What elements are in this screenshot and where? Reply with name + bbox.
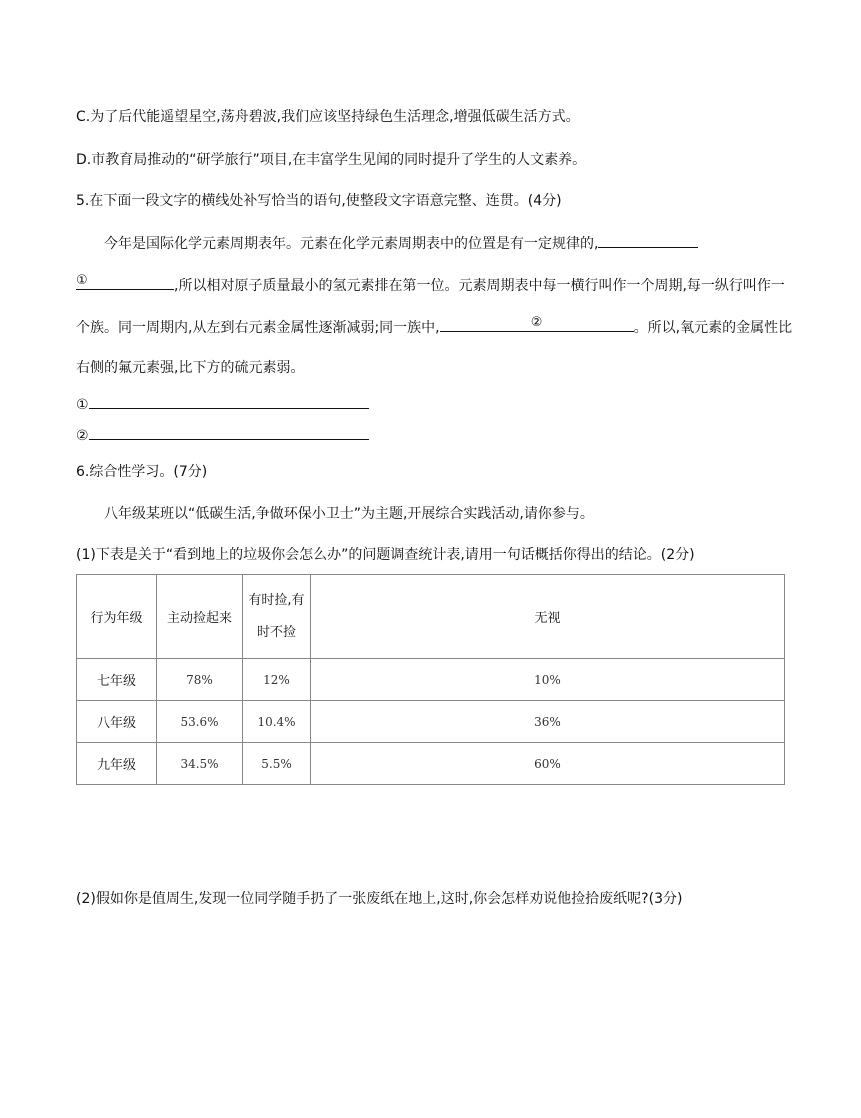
- row-pick: 53.6%: [157, 701, 243, 743]
- header-sometimes-line-1: 有时捡,有: [248, 592, 305, 608]
- blank-2[interactable]: [440, 317, 634, 332]
- blank-1-continued[interactable]: [598, 233, 698, 248]
- answer-1-label: ①: [76, 397, 89, 413]
- row-grade: 七年级: [77, 659, 157, 701]
- q5-paragraph-line-1: [104, 233, 698, 254]
- row-ignore: 10%: [311, 659, 785, 701]
- header-sometimes-line-2: 时不捡: [256, 624, 296, 640]
- q6-sub-question-1: (1)下表是关于“看到地上的垃圾你会怎么办”的问题调查统计表,请用一句话概括你得出的结论。(2分): [76, 547, 695, 563]
- row-sometimes: 12%: [243, 659, 311, 701]
- q6-intro: 八年级某班以“低碳生活,争做环保小卫士”为主题,开展综合实践活动,请你参与。: [104, 506, 594, 522]
- option-d: D.市教育局推动的“研学旅行”项目,在丰富学生见闻的同时提升了学生的人文素养。: [76, 152, 587, 168]
- row-grade: 八年级: [77, 701, 157, 743]
- header-sometimes: [243, 575, 311, 659]
- survey-table: [76, 574, 785, 785]
- question-6-title: 6.综合性学习。(7分): [76, 464, 208, 480]
- row-pick: 78%: [157, 659, 243, 701]
- question-5-title: 5.在下面一段文字的横线处补写恰当的语句,使整段文字语意完整、连贯。(4分): [76, 193, 562, 209]
- answer-2-label: ②: [76, 428, 89, 444]
- row-pick: 34.5%: [157, 743, 243, 785]
- blank-2-marker: ②: [530, 315, 543, 330]
- blank-1[interactable]: [76, 275, 174, 290]
- row-sometimes: 5.5%: [243, 743, 311, 785]
- row-ignore: 36%: [311, 701, 785, 743]
- answer-line-1: [76, 394, 369, 415]
- option-c: C.为了后代能遥望星空,荡舟碧波,我们应该坚持绿色生活理念,增强低碳生活方式。: [76, 109, 580, 125]
- blank-1-marker: ①: [76, 273, 88, 288]
- table-row: [77, 701, 785, 743]
- q5-paragraph-line-2: [76, 275, 785, 296]
- row-sometimes: 10.4%: [243, 701, 311, 743]
- q5-text-2: ,所以相对原子质量最小的氢元素排在第一位。元素周期表中每一横行叫作一个周期,每一纵行叫作一: [174, 278, 785, 294]
- answer-2-input[interactable]: [89, 425, 369, 440]
- table-header-row: [77, 575, 785, 659]
- q5-paragraph-line-4: 右侧的氟元素强,比下方的硫元素弱。: [76, 360, 305, 376]
- table-row: [77, 743, 785, 785]
- answer-line-2: [76, 425, 369, 446]
- q5-text-3a: 个族。同一周期内,从左到右元素金属性逐渐减弱;同一族中,: [76, 320, 440, 336]
- answer-1-input[interactable]: [89, 394, 369, 409]
- q5-text-3b: 。所以,氧元素的金属性比: [633, 320, 793, 336]
- q6-sub-question-2: (2)假如你是值周生,发现一位同学随手扔了一张废纸在地上,这时,你会怎样劝说他捡拾废纸呢?(3分): [76, 891, 683, 907]
- q5-paragraph-line-3: [76, 317, 792, 338]
- table-row: [77, 659, 785, 701]
- header-pick-up: 主动捡起来: [157, 575, 243, 659]
- row-grade: 九年级: [77, 743, 157, 785]
- q5-text-1: 今年是国际化学元素周期表年。元素在化学元素周期表中的位置是有一定规律的,: [104, 236, 599, 252]
- header-grade: 行为年级: [77, 575, 157, 659]
- row-ignore: 60%: [311, 743, 785, 785]
- header-ignore: 无视: [311, 575, 785, 659]
